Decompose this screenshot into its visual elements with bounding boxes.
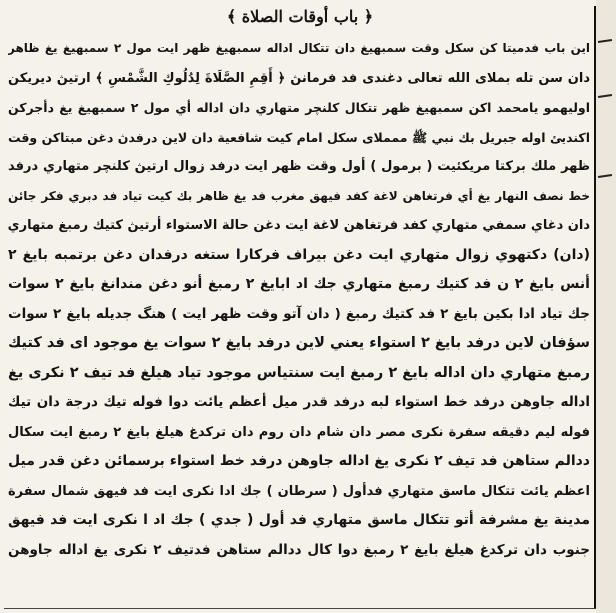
- text-line: رمبغ متهاري دان اداله بايغ ٢ رمبغ ايت سنتياس موجود تياد هيلغ فد تيف ٢ نكرى يغ: [8, 364, 590, 381]
- next-page-margin: [596, 0, 616, 613]
- text-line: أنس بايغ ٢ ن فد كتيك رمبغ متهاري جك اد ابايغ ٢ رمبغ أنو دغن مندانغ بايغ ٢ سوات: [8, 276, 590, 292]
- text-line: خط نصف النهار يغ أي فرتغاهن لاغة كفد فيهق مغرب فد يغ ظاهر بك كيت تياد فد دبري فكر جائن: [8, 188, 590, 203]
- chapter-heading: [160, 6, 440, 28]
- text-line: اداله جاوهن درفد خط استواء لبه درفد قدر ميل أعظم يائت دوا فوله تيك درجة دان تيك: [8, 394, 590, 410]
- text-line: ظهر ملك بركتا مريكئيت ( برمول ) أول وقت ظهر ايت درفد زوال ارتيڽ كلنچر متهاري درفد: [8, 159, 590, 174]
- text-line: اين باب فدميتا كن سكل وقت سمبهيغ دان تتكال اداله سمبهيغ ظهر ايت مول ٢ سمبهيغ يغ ظاهر: [8, 41, 590, 55]
- chapter-heading-text: ﴿ باب أوقات الصلاة ﴾: [226, 7, 374, 26]
- text-line: فوله ليم دقيقه سفرة نكرى مصر دان شام دان روم دان تركدغ هيلغ بايغ ٢ رمبغ ايت سكال: [8, 424, 590, 440]
- text-line: جك تياد ادا بكين بايغ ٢ فد كتيك رمبغ ( دان آتو وقت ظهر ايت ) هنگ جديله بايغ ٢ سوات: [8, 305, 590, 322]
- text-line: ددالم ستاهن فد تيف ٢ نكرى يغ اداله جاوهن درفد خط استواء برسمائن دغن قدر ميل: [8, 453, 590, 469]
- text-line: جنوب دان تركدغ هيلغ بايغ ٢ رمبغ دوا كال ددالم ستاهن فدتيف ٢ نكرى يغ اداله جاوهن: [8, 541, 590, 558]
- text-line: مدينة يغ مشرفة أتو تتكال ماسق متهاري فد أول ( جدي ) جك اد ا نكرى ايت فد فيهق: [8, 512, 590, 528]
- text-line: اوليهمو يامحمد اكن سمبهيغ ظهر تتكال كلنچر متهاري دان اداله أي مول ٢ سمبهيغ يغ دأجركن: [8, 100, 590, 115]
- text-line: سؤفان لاين درفد بايغ ٢ استواء يعني لاين درفد بايغ ٢ سوات يغ موجود اى فد كتيك: [8, 335, 590, 351]
- margin-mark: [598, 174, 612, 178]
- text-line: دان سن تله بملاى الله تعالى دغندى فد فرمانڽ ﴿ أَقِمِ الصَّلَاةَ لِدُلُوكِ الشَّمْسِ ﴾ ارتيڽ ديريكن: [8, 70, 590, 86]
- margin-mark: [598, 94, 612, 98]
- margin-mark: [598, 39, 612, 43]
- text-line: دان دغاي سمفي متهاري كفد فرتغاهن لاغة ايت دغن حالة الاستواء أرتيڽ كتيك رمبغ متهاري: [8, 218, 590, 233]
- text-line: اكنديئ اوله جبريل بك نبي ﷺ ممملاى سكل امام كيت شافعية دان لاين درفدڽ دغن مبتاكن وقت: [8, 129, 590, 145]
- text-line: اعظم يائت تتكال ماسق متهاري فدأول ( سرطان ) جك ادا نكرى ايت فد فيهق شمال سفرة: [8, 483, 590, 499]
- text-line: (دان) دكتهوي زوال متهاري ايت دغن بيراف فركارا ستغه درفدان دغن برتمبه بايغ ٢: [8, 246, 590, 263]
- text-body: [8, 34, 590, 565]
